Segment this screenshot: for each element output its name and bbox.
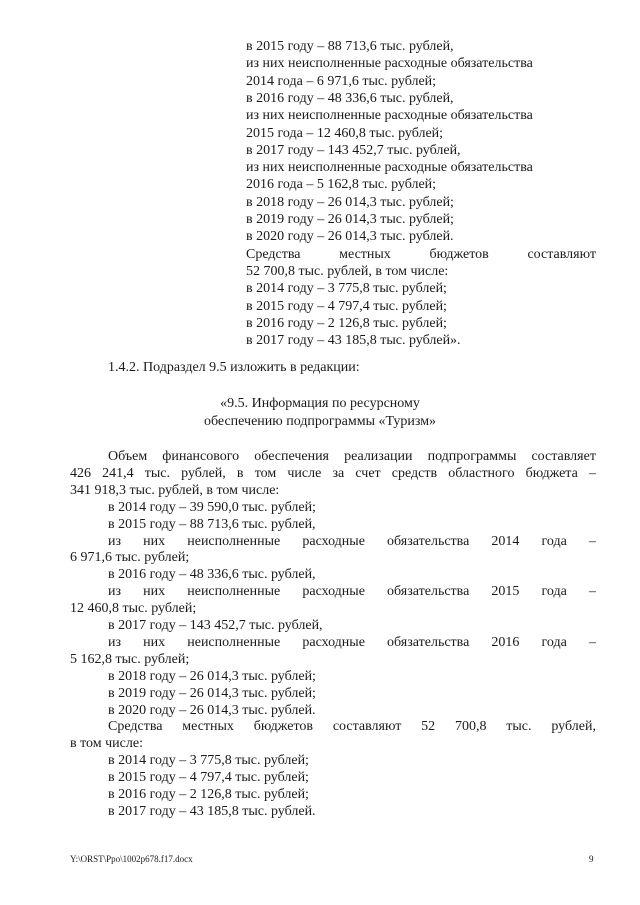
word: них [143, 533, 166, 549]
word: – [588, 533, 596, 549]
text-line: в 2020 году – 26 014,3 тыс. рублей. [108, 702, 316, 718]
justified-line [246, 246, 596, 263]
word: расходные [302, 584, 365, 600]
text-line: в 2015 году – 4 797,4 тыс. рублей; [246, 298, 447, 314]
word: составляют [527, 246, 596, 262]
word: средств [391, 465, 438, 481]
section-heading-line-1: «9.5. Информация по ресурсному [220, 396, 420, 411]
text-line: в 2016 году – 48 336,6 тыс. рублей, [246, 90, 454, 106]
text-line: в 2016 году – 48 336,6 тыс. рублей, [108, 567, 316, 583]
word: Средства [246, 246, 301, 262]
text-line: в том числе: [70, 736, 143, 752]
word: 426 [70, 465, 91, 481]
text-line: в 2014 году – 39 590,0 тыс. рублей; [108, 499, 316, 515]
word: них [143, 584, 166, 600]
text-line: в 2018 году – 26 014,3 тыс. рублей; [108, 668, 316, 684]
word: – [588, 465, 596, 481]
word: 241,4 [102, 465, 134, 481]
word: числе [287, 465, 322, 481]
justified-line [108, 448, 596, 465]
text-line: из них неисполненные расходные обязательства [246, 108, 533, 124]
footer-page-number: 9 [589, 854, 594, 864]
justified-line [108, 583, 596, 600]
word: составляет [531, 449, 596, 464]
word: счет [355, 465, 381, 481]
word: неисполненные [187, 533, 281, 549]
word: рублей, [181, 465, 226, 481]
text-line: в 2015 году – 4 797,4 тыс. рублей; [108, 770, 309, 786]
justified-line [108, 718, 596, 735]
justified-line [108, 634, 596, 651]
word: обязательства [387, 533, 470, 549]
word: бюджетов [253, 719, 313, 735]
word: бюджета [525, 465, 578, 481]
word: местных [339, 246, 391, 262]
text-line: в 2017 году – 143 452,7 тыс. рублей, [246, 142, 461, 158]
word: 2015 [491, 584, 520, 600]
word: из [108, 634, 122, 650]
word: них [143, 634, 166, 650]
text-line: в 2015 году – 88 713,6 тыс. рублей, [108, 516, 316, 532]
word: обеспечения [254, 449, 330, 464]
word: финансового [162, 449, 240, 464]
text-line: из них неисполненные расходные обязательства [246, 160, 533, 176]
text-line: из них неисполненные расходные обязательства [246, 56, 533, 72]
text-line: 12 460,8 тыс. рублей; [70, 601, 197, 617]
word: года [541, 584, 567, 600]
word: Объем [108, 449, 148, 464]
text-line: в 2017 году – 43 185,8 тыс. рублей». [246, 333, 461, 349]
text-line: в 2015 году – 88 713,6 тыс. рублей, [246, 39, 454, 54]
word: подпрограммы [427, 449, 517, 464]
word: 52 [421, 719, 436, 735]
text-line: 2016 года – 5 162,8 тыс. рублей; [246, 177, 437, 193]
word: обязательства [387, 584, 470, 600]
instruction-paragraph: 1.4.2. Подраздел 9.5 изложить в редакции: [108, 360, 360, 375]
word: 2014 [491, 533, 520, 549]
word: расходные [302, 533, 365, 549]
word: тыс. [144, 465, 171, 481]
text-line: в 2020 году – 26 014,3 тыс. рублей. [246, 229, 454, 245]
word: из [108, 533, 122, 549]
word: – [588, 634, 596, 650]
word: в [236, 465, 244, 481]
text-line: в 2017 году – 43 185,8 тыс. рублей. [108, 803, 316, 819]
word: областного [448, 465, 515, 481]
word: тыс. [506, 719, 532, 735]
word: обязательства [387, 634, 470, 650]
word: бюджетов [429, 246, 489, 262]
text-line: в 2014 году – 3 775,8 тыс. рублей; [246, 281, 447, 297]
text-line: в 2016 году – 2 126,8 тыс. рублей; [246, 315, 447, 331]
word: Средства [108, 719, 163, 735]
word: том [254, 465, 277, 481]
word: года [541, 533, 567, 549]
word: 2016 [491, 634, 520, 650]
text-line: 5 162,8 тыс. рублей; [70, 651, 190, 667]
text-line: в 2014 году – 3 775,8 тыс. рублей; [108, 753, 309, 769]
text-line: 2014 года – 6 971,6 тыс. рублей; [246, 73, 437, 89]
word: – [588, 584, 596, 600]
text-line: в 2019 году – 26 014,3 тыс. рублей; [108, 685, 316, 701]
justified-line [70, 465, 596, 482]
word: местных [182, 719, 234, 735]
text-line: 341 918,3 тыс. рублей, в том числе: [70, 482, 280, 498]
word: неисполненные [187, 584, 281, 600]
section-heading-line-2: обеспечению подпрограммы «Туризм» [203, 414, 437, 429]
word: расходные [302, 634, 365, 650]
justified-line [108, 533, 596, 550]
text-line: 6 971,6 тыс. рублей; [70, 550, 190, 566]
word: неисполненные [187, 634, 281, 650]
text-line: в 2016 году – 2 126,8 тыс. рублей; [108, 787, 309, 802]
word: года [541, 634, 567, 650]
text-line: 52 700,8 тыс. рублей, в том числе: [246, 263, 449, 279]
text-line: в 2019 году – 26 014,3 тыс. рублей; [246, 212, 454, 227]
text-line: в 2018 году – 26 014,3 тыс. рублей; [246, 194, 454, 210]
word: составляют [332, 719, 402, 735]
text-line: 2015 года – 12 460,8 тыс. рублей; [246, 125, 444, 141]
word: из [108, 584, 122, 600]
word: 700,8 [454, 719, 487, 735]
text-line: в 2017 году – 143 452,7 тыс. рублей, [108, 618, 323, 633]
word: за [332, 465, 345, 481]
word: рублей, [551, 719, 596, 735]
word: реализации [344, 449, 413, 464]
footer-file-path: Y:\ORST\Ppo\1002p678.f17.docx [70, 854, 193, 864]
